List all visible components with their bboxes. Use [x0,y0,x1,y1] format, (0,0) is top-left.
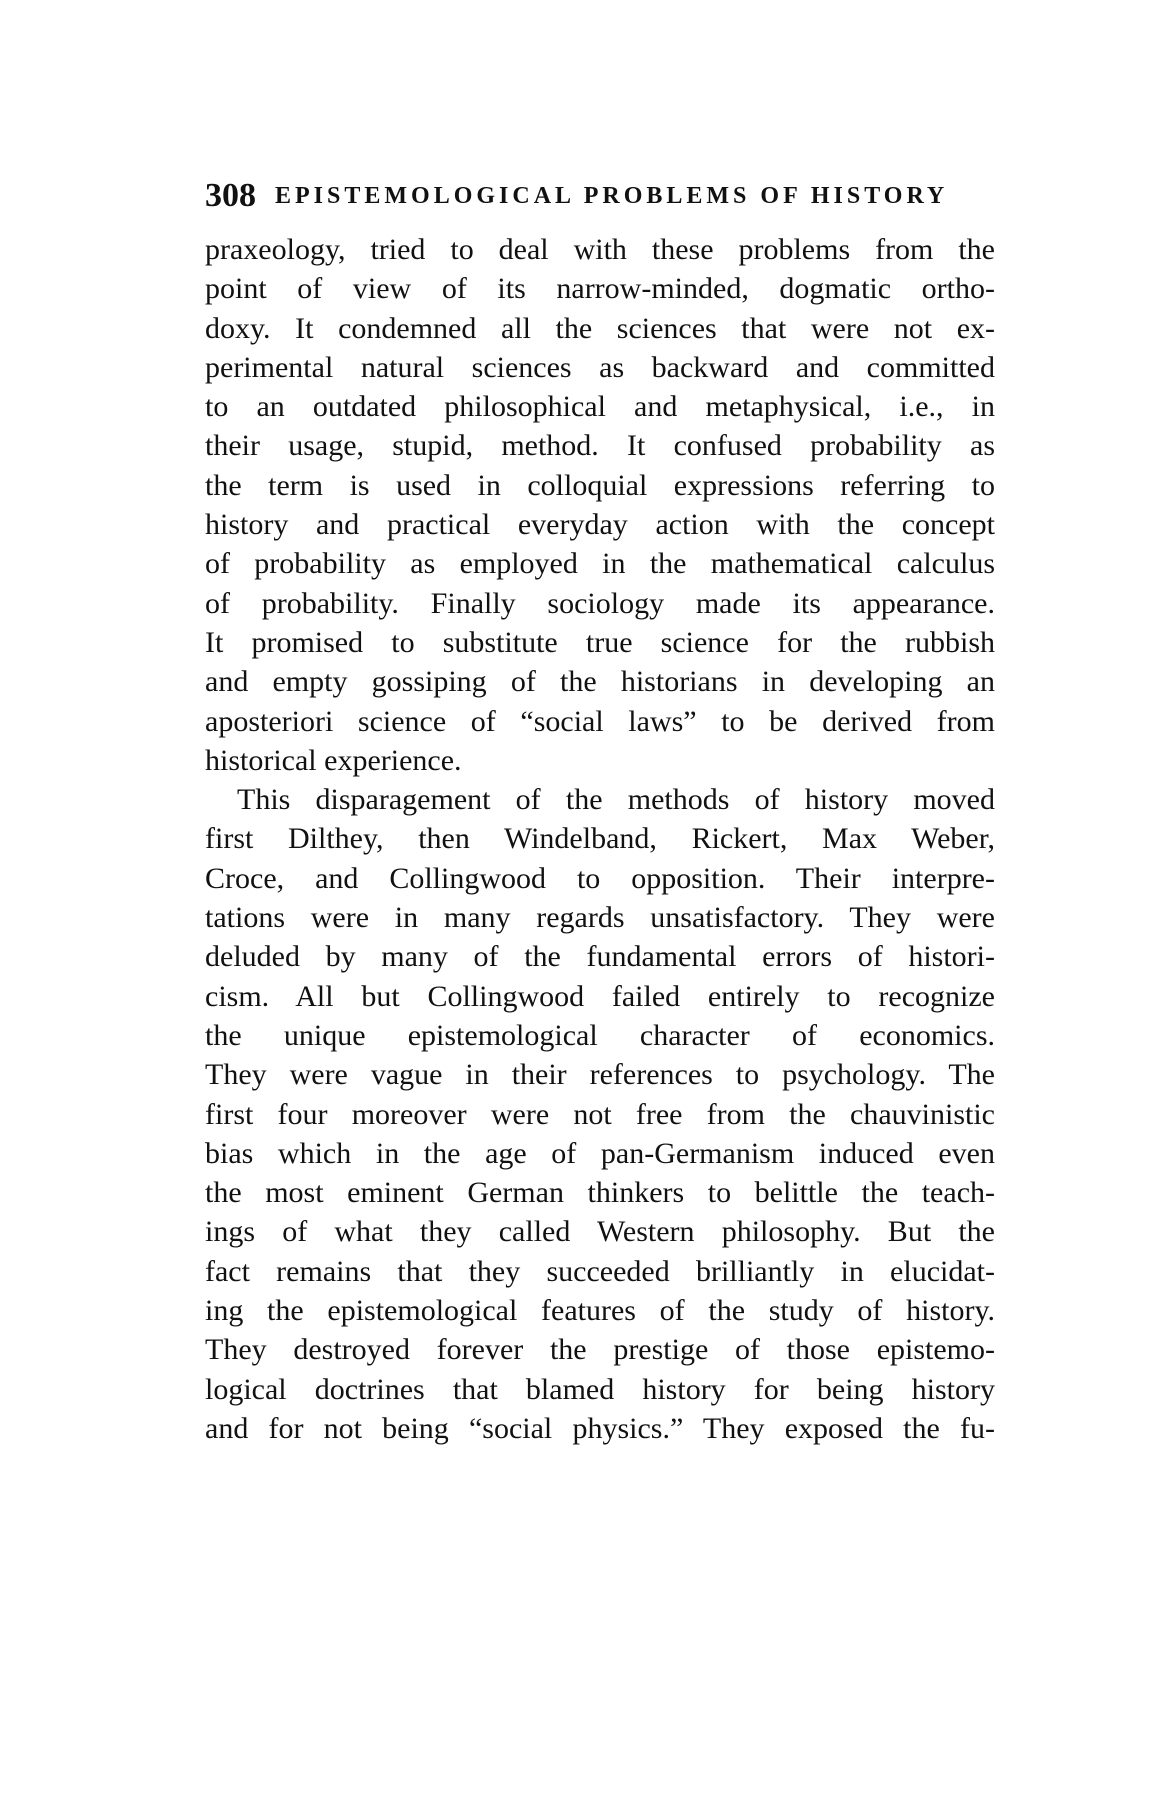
text-line: the term is used in colloquial expressions referring to [205,468,995,502]
text-line: tations were in many regards unsatisfactory. They were [205,901,995,935]
text-line: first four moreover were not free from the chauvinistic [205,1097,995,1131]
text-line: the unique epistemological character of economics. [205,1018,995,1052]
text-line: This disparagement of the methods of history moved [237,783,995,817]
book-page [205,176,995,1448]
paragraph-2 [205,780,995,1448]
running-title: EPISTEMOLOGICAL PROBLEMS OF HISTORY [275,183,949,209]
text-line: fact remains that they succeeded brilliantly in elucidat- [205,1254,995,1288]
text-line: of probability as employed in the mathematical calculus [205,547,995,581]
text-line: their usage, stupid, method. It confused probability as [205,429,995,463]
text-line: and empty gossiping of the historians in developing an [205,665,995,699]
text-line: historical experience. [205,743,462,777]
text-line: bias which in the age of pan-Germanism induced even [205,1136,995,1170]
text-line: perimental natural sciences as backward and committed [205,350,995,384]
text-line: of probability. Finally sociology made its appearance. [205,586,995,620]
text-line: to an outdated philosophical and metaphysical, i.e., in [205,390,995,424]
text-line: praxeology, tried to deal with these problems from the [205,233,995,266]
text-line: They were vague in their references to psychology. The [205,1058,995,1092]
text-line: and for not being “social physics.” They exposed the fu- [205,1411,995,1445]
text-line: Croce, and Collingwood to opposition. Their interpre- [205,861,995,895]
text-line: doxy. It condemned all the sciences that were not ex- [205,311,995,345]
text-line: deluded by many of the fundamental errors of histori- [205,940,995,974]
text-line: first Dilthey, then Windelband, Rickert, Max Weber, [205,822,995,856]
text-line: ing the epistemological features of the study of history. [205,1294,995,1328]
body-text [205,230,995,1448]
paragraph-1 [205,230,995,780]
text-line: They destroyed forever the prestige of those epistemo- [205,1333,995,1367]
text-line: the most eminent German thinkers to belittle the teach- [205,1176,995,1210]
text-line: ings of what they called Western philosophy. But the [205,1215,995,1249]
running-head [205,176,995,218]
text-line: cism. All but Collingwood failed entirely to recognize [205,979,995,1013]
text-line: point of view of its narrow-minded, dogmatic ortho- [205,272,995,306]
text-line: aposteriori science of “social laws” to be derived from [205,704,995,738]
page-number: 308 [205,177,256,214]
text-line: It promised to substitute true science for the rubbish [205,625,995,659]
text-line: history and practical everyday action with the concept [205,508,995,542]
text-line: logical doctrines that blamed history for being history [205,1372,995,1406]
